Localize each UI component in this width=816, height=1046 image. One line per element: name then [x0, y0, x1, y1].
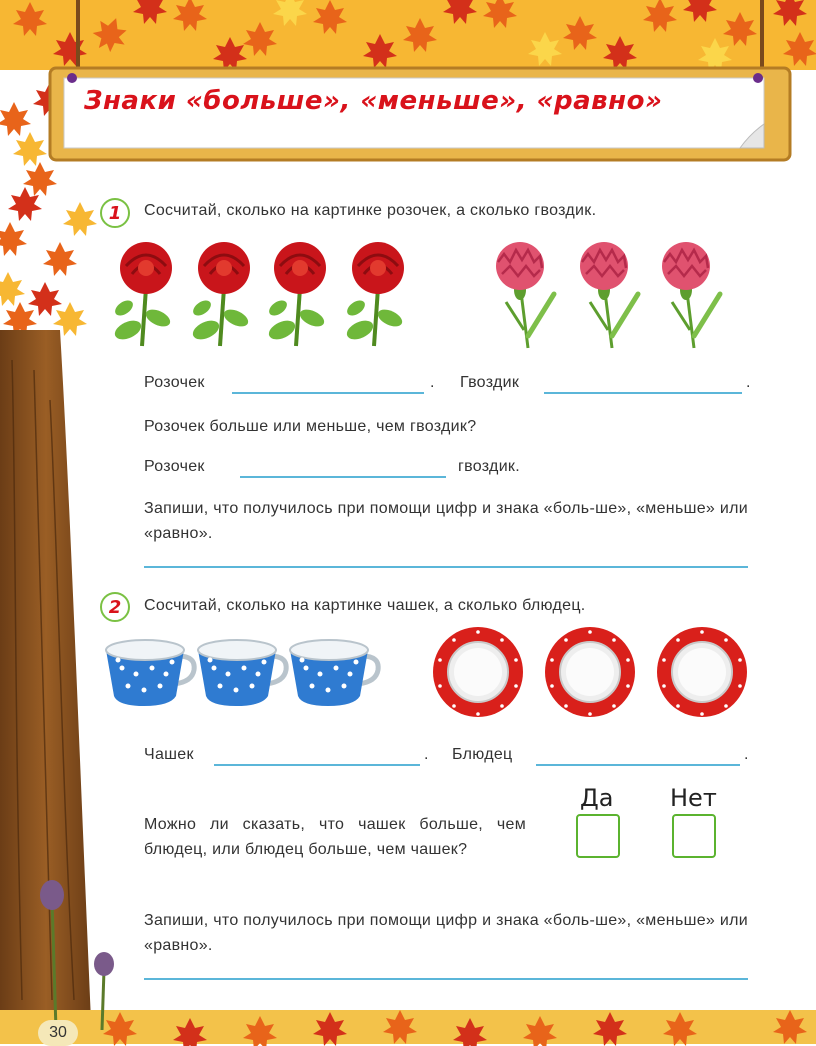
carnations-count-label: Гвоздик: [460, 374, 520, 391]
task2-answer-line[interactable]: [144, 978, 748, 980]
yes-label: Да: [580, 784, 614, 812]
saucers-illustration: [432, 628, 752, 718]
cups-count-dot: .: [424, 746, 429, 763]
no-label: Нет: [670, 784, 717, 812]
page-number: 30: [38, 1020, 78, 1046]
cups-count-label: Чашек: [144, 746, 194, 763]
task-number-badge: 1: [100, 198, 130, 228]
carnations-count-answer-line[interactable]: [544, 392, 742, 394]
roses-count-answer-line[interactable]: [232, 392, 424, 394]
roses-count-label: Розочек: [144, 374, 205, 391]
saucers-count-dot: .: [744, 746, 749, 763]
roses-count-dot: .: [430, 374, 435, 391]
task-number-badge: 2: [100, 592, 130, 622]
task1-write-instruction: Запиши, что получилось при помощи цифр и знака «боль-ше», «меньше» или «равно».: [144, 500, 748, 542]
task1-question: Розочек больше или меньше, чем гвоздик?: [144, 418, 477, 435]
task2-question: Можно ли сказать, что чашек больше, чем блюдец, или блюдец больше, чем чашек?: [144, 816, 526, 858]
yes-checkbox[interactable]: [576, 814, 620, 858]
cups-count-answer-line[interactable]: [214, 764, 420, 766]
page-title: Знаки «больше», «меньше», «равно»: [84, 86, 663, 116]
compare-right-label: гвоздик.: [458, 458, 520, 475]
carnations-count-dot: .: [746, 374, 751, 391]
task2-instruction: Сосчитай, сколько на картинке чашек, а сколько блюдец.: [144, 597, 586, 614]
saucers-count-answer-line[interactable]: [536, 764, 740, 766]
compare-left-label: Розочек: [144, 458, 205, 475]
compare-answer-line[interactable]: [240, 476, 446, 478]
task1-answer-line[interactable]: [144, 566, 748, 568]
no-checkbox[interactable]: [672, 814, 716, 858]
cups-illustration: [104, 636, 374, 712]
task1-instruction: Сосчитай, сколько на картинке розочек, а сколько гвоздик.: [144, 202, 597, 219]
roses-illustration: [108, 238, 418, 350]
saucers-count-label: Блюдец: [452, 746, 513, 763]
task2-write-instruction: Запиши, что получилось при помощи цифр и знака «боль-ше», «меньше» или «равно».: [144, 912, 748, 954]
